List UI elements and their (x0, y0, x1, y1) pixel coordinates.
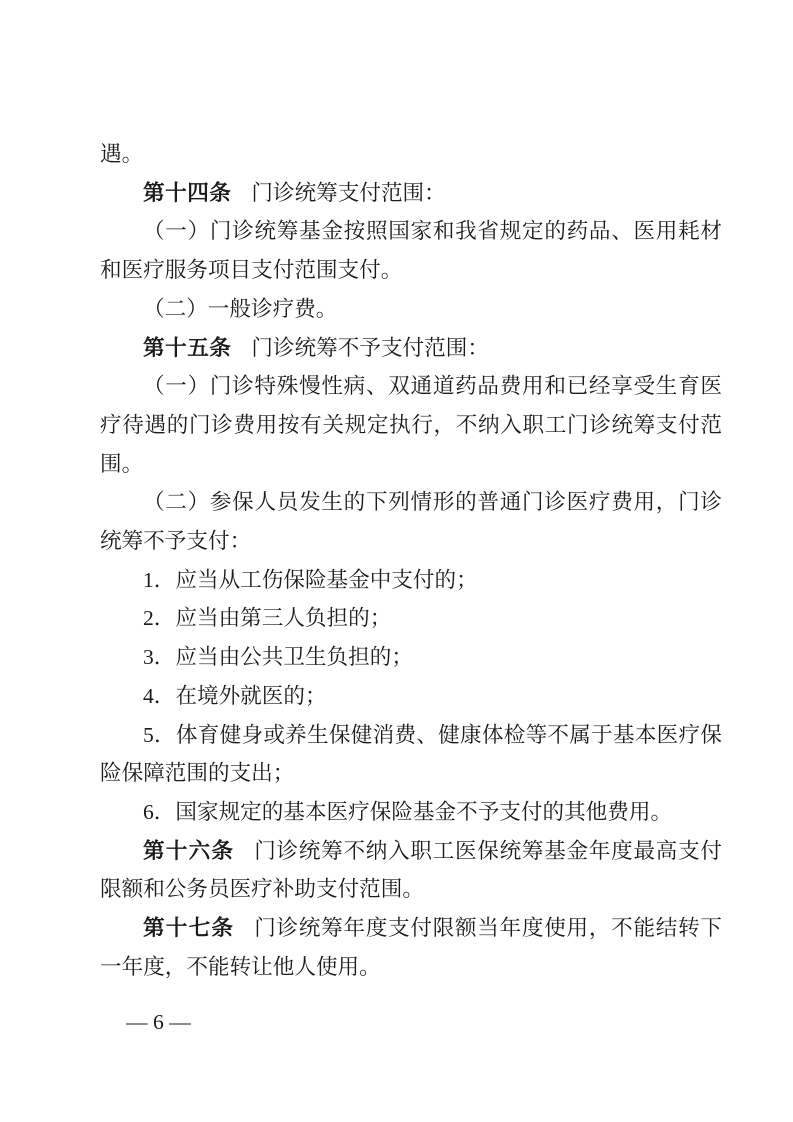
page-number: — 6 — (126, 1010, 191, 1034)
article-number-label: 第十六条 (143, 837, 235, 863)
paragraph-item: （二）参保人员发生的下列情形的普通门诊医疗费用，门诊统筹不予支付： (100, 490, 722, 554)
article-paragraph-15 (100, 329, 722, 368)
paragraph-numbered-5: 5．体育健身或养生保健消费、健康体检等不属于基本医疗保险保障范围的支出； (100, 722, 722, 786)
article-paragraph-14 (100, 174, 722, 213)
paragraph-numbered-4: 4．在境外就医的； (143, 683, 327, 708)
article-text: 门诊统筹年度支付限额当年度使用，不能结转下一年度，不能转让他人使用。 (100, 916, 722, 979)
article-number-label: 第十五条 (143, 334, 232, 360)
article-text: 门诊统筹不予支付范围： (251, 335, 489, 360)
paragraph-item: （二）一般诊疗费。 (143, 296, 338, 321)
article-paragraph-17 (100, 909, 722, 986)
paragraph-numbered-6: 6．国家规定的基本医疗保险基金不予支付的其他费用。 (143, 799, 673, 824)
document-body (100, 135, 722, 986)
paragraph-item: （一）门诊特殊慢性病、双通道药品费用和已经享受生育医疗待遇的门诊费用按有关规定执行，不纳入职工门诊统筹支付范围。 (100, 374, 722, 476)
article-text: 门诊统筹不纳入职工医保统筹基金年度最高支付限额和公务员医疗补助支付范围。 (100, 838, 722, 902)
article-paragraph-16 (100, 832, 722, 909)
paragraph-item: （一）门诊统筹基金按照国家和我省规定的药品、医用耗材和医疗服务项目支付范围支付。 (100, 219, 722, 283)
paragraph-numbered-2: 2．应当由第三人负担的； (143, 606, 392, 631)
paragraph-numbered-3: 3．应当由公共卫生负担的； (143, 645, 413, 670)
article-text: 门诊统筹支付范围： (251, 180, 446, 205)
paragraph-numbered-1: 1．应当从工伤保险基金中支付的； (143, 567, 478, 592)
article-number-label: 第十四条 (143, 179, 232, 205)
paragraph-continuation: 遇。 (100, 142, 144, 166)
article-number-label: 第十七条 (143, 915, 235, 941)
